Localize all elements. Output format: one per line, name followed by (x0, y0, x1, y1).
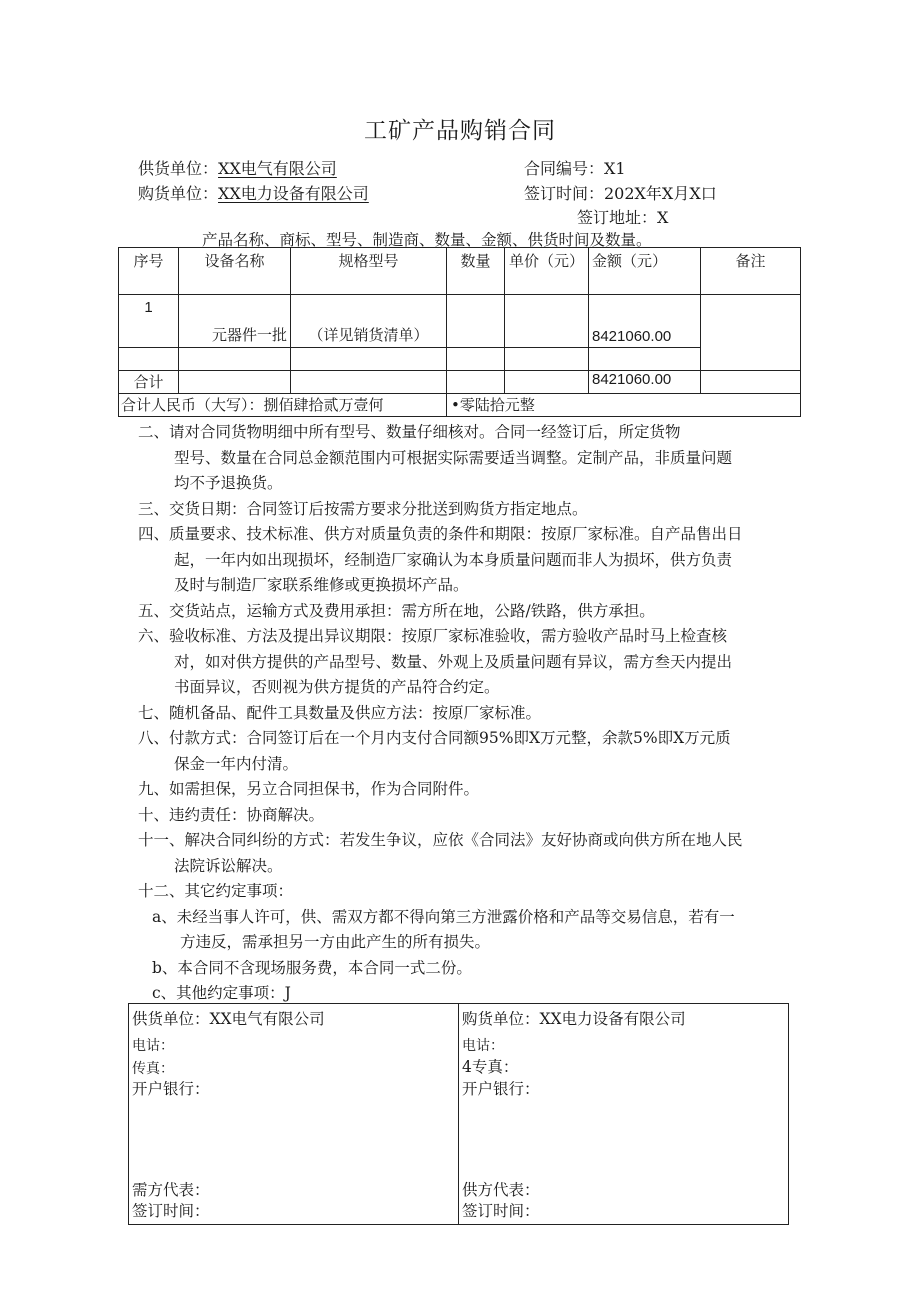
clause-text: 二、请对合同货物明细中所有型号、数量仔细核对。合同一经签订后，所定货物 (138, 423, 681, 441)
clause-text: 书面异议，否则视为供方提货的产品符合约定。 (174, 678, 500, 696)
sign-buyer-phone: 电诂： (462, 1038, 504, 1054)
intro-line: 产品名称、商标、型号、制造商、数量、金额、供货时间及数量。 (202, 231, 652, 249)
empty-cell (179, 348, 291, 371)
clause (138, 879, 818, 905)
supplier-label: 供货单位： (138, 159, 219, 178)
clause-text: 四、质量要求、技术标准、供方对质量负责的条件和期限：按原厂家标准。自产品售出日 (138, 525, 743, 543)
clause (138, 522, 818, 599)
total-label: 合计 (119, 371, 179, 394)
contract-number: 合同编号：X1 (524, 159, 626, 178)
sign-place: 签订地址：X (577, 208, 669, 227)
sign-buyer-fax: 4专真： (462, 1058, 519, 1076)
clause-text: 五、交货站点，运输方式及费用承担：需方所在地，公路/铁路，供方承担。 (138, 601, 655, 620)
empty-cell (505, 371, 589, 394)
sign-buyer-bank: 开户银行： (462, 1080, 540, 1098)
clause-text: 均不予退换货。 (174, 474, 283, 492)
empty-cell (589, 348, 701, 371)
clause (138, 828, 818, 879)
clause-text: 型号、数量在合同总金额范围内可根据实际需要适当调整。定制产品，非质量问题 (174, 448, 733, 467)
goods-table (118, 247, 801, 417)
spec-model: （详见销货清单） (291, 295, 447, 348)
header-cell: 数量 (447, 248, 505, 295)
header-cell: 设备名称 (179, 248, 291, 295)
empty-cell (119, 348, 179, 371)
clause-text: 及时与制造厂家联系维修或更换损坏产品。 (174, 576, 469, 594)
clause (138, 420, 818, 497)
sign-supplier-fax: 传真： (132, 1061, 174, 1077)
buyer-sign-cell (459, 1004, 789, 1225)
row-number: 1 (119, 295, 179, 348)
subclause-text: a、未经当事人许可，供、需双方都不得向第三方泄露价格和产品等交易信息，若有一 (152, 907, 735, 926)
sign-buyer-unit: 购货单位：XX电力设备有限公司 (462, 1010, 686, 1028)
clause-text: 九、如需担保，另立合同担保书，作为合同附件。 (138, 780, 480, 798)
clause-text: 十二、其它约定事项： (138, 882, 294, 900)
supplier-name: XX电气有限公司 (218, 159, 337, 178)
equipment-name: 元器件一批 (179, 295, 291, 348)
unit-price-cell (505, 295, 589, 348)
clause-text: 三、交货日期：合同签订后按需方要求分批送到购货方指定地点。 (138, 499, 588, 518)
header-cell: 序号 (119, 248, 179, 295)
total-amount: 8421060.00 (589, 371, 701, 394)
subclause (138, 905, 818, 956)
table-row (119, 348, 801, 371)
sign-supplier-unit: 供货单位：XX电气有限公司 (132, 1010, 325, 1028)
sign-supplier-phone: 电诂： (132, 1038, 174, 1054)
rmb-amount-label: 合计人民币（大写）：捌佰肆拾贰万壹何 (119, 394, 447, 417)
signature-table (128, 1003, 789, 1225)
clause (138, 701, 818, 727)
sign-supplier-time: 签订时间： (132, 1202, 210, 1220)
header-cell: 规格型号 (291, 248, 447, 295)
clause-text: 起，一年内如出现损坏，经制造厂家确认为本身质量问题而非人为损坏，供方负责 (174, 550, 733, 569)
clause (138, 599, 818, 625)
table-row (119, 295, 801, 348)
clause (138, 624, 818, 701)
subclause-text: c、其他约定事项：J (152, 984, 291, 1002)
subclause (138, 956, 818, 982)
sign-supplier-representative: 供方代表： (462, 1181, 540, 1199)
clause-text: 保金一年内付清。 (174, 754, 299, 773)
amount-cell: 8421060.00 (589, 295, 701, 348)
clause-text: 法院诉讼解决。 (174, 856, 283, 875)
clause (138, 803, 818, 829)
sign-buyer-time: 签订时间： (462, 1202, 540, 1220)
header-cell: 备注 (701, 248, 801, 295)
sign-time: 签订时间：202X年X月X口 (524, 184, 717, 203)
supplier-sign-cell (129, 1004, 459, 1225)
clause (138, 777, 818, 803)
subclause-text: b、本合同不含现场服务费，本合同一式二份。 (152, 958, 472, 977)
empty-cell (291, 371, 447, 394)
document-title: 工矿产品购销合同 (364, 118, 556, 144)
clause (138, 497, 818, 523)
header-cell: 金额（元） (589, 248, 701, 295)
clause-text: 六、验收标准、方法及提出异议期限：按原厂家标准验收，需方验收产品时马上检查核 (138, 627, 728, 645)
empty-cell (291, 348, 447, 371)
clause-text: 十、违约责任：协商解决。 (138, 805, 325, 824)
sign-buyer-representative: 需方代表： (132, 1181, 210, 1199)
supplier-line (138, 156, 337, 179)
clause-text: 七、随机备品、配件工具数量及供应方法：按原厂家标准。 (138, 703, 542, 722)
total-row (119, 371, 801, 394)
empty-cell (447, 371, 505, 394)
empty-cell (505, 348, 589, 371)
clause-text: 对，如对供方提供的产品型号、数量、外观上及质量问题有异议，需方叁天内提出 (174, 652, 733, 671)
quantity-cell (447, 295, 505, 348)
rmb-row (119, 394, 801, 417)
rmb-amount-rest: •零陆拾元整 (447, 394, 801, 417)
empty-cell (447, 348, 505, 371)
empty-cell (179, 371, 291, 394)
contract-clauses (138, 420, 818, 1007)
buyer-name: XX电力设备有限公司 (218, 184, 369, 203)
sign-supplier-bank: 开户银行： (132, 1080, 210, 1098)
remark-cell (701, 295, 801, 371)
subclause-text: 方违反，需承担另一方由此产生的所有损失。 (180, 933, 491, 951)
empty-cell (701, 371, 801, 394)
table-header-row (119, 248, 801, 295)
clause-text: 十一、解决合同纠纷的方式：若发生争议，应依《合同法》友好协商或向供方所在地人民 (138, 831, 743, 849)
clause-text: 八、付款方式：合同签订后在一个月内支付合同额95%即X万元整，余款5%即X万元质 (138, 729, 731, 747)
buyer-label: 购货单位： (138, 184, 219, 203)
buyer-line (138, 181, 369, 204)
clause (138, 726, 818, 777)
header-cell: 单价（元） (505, 248, 589, 295)
